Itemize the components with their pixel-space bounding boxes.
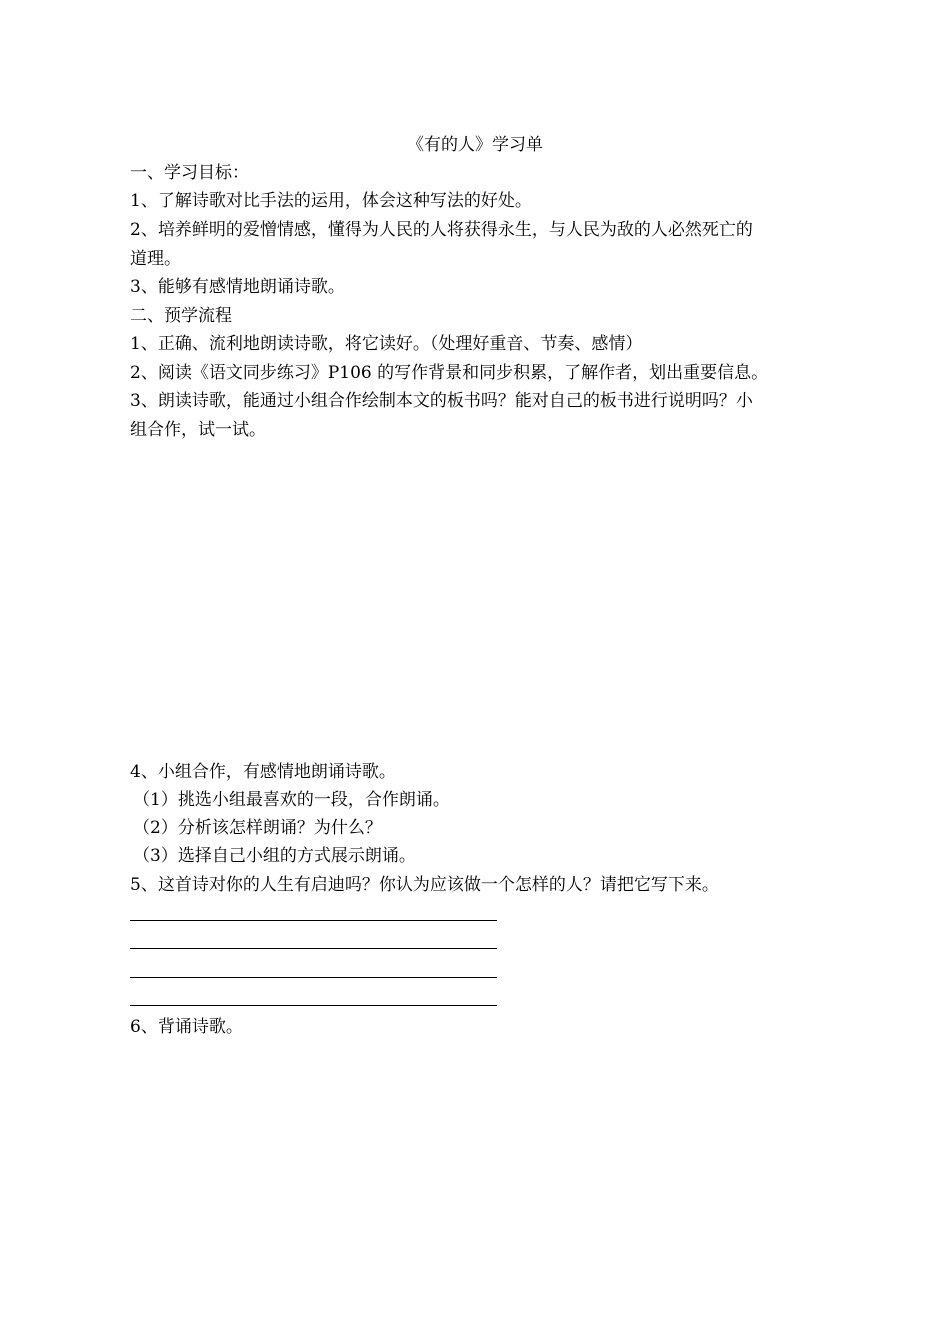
step-3: 3、朗读诗歌，能通过小组合作绘制本文的板书吗？能对自己的板书进行说明吗？小 bbox=[130, 391, 753, 411]
answer-line bbox=[130, 977, 497, 978]
step-1: 1、正确、流利地朗读诗歌，将它读好。（处理好重音、节奏、感情） bbox=[130, 334, 643, 354]
step-6: 6、背诵诗歌。 bbox=[130, 1017, 243, 1037]
step-4-sub-1: （1）挑选小组最喜欢的一段，合作朗诵。 bbox=[133, 790, 450, 810]
document-title: 《有的人》学习单 bbox=[407, 135, 543, 155]
step-4-sub-2: （2）分析该怎样朗诵？为什么？ bbox=[133, 818, 382, 838]
step-2: 2、阅读《语文同步练习》P106 的写作背景和同步积累，了解作者，划出重要信息。 bbox=[130, 363, 769, 383]
objective-2-continued: 道理。 bbox=[130, 249, 181, 269]
answer-line bbox=[130, 920, 497, 921]
step-4: 4、小组合作，有感情地朗诵诗歌。 bbox=[130, 762, 396, 782]
objective-1: 1、了解诗歌对比手法的运用，体会这种写法的好处。 bbox=[130, 191, 532, 211]
objective-3: 3、能够有感情地朗诵诗歌。 bbox=[130, 277, 345, 297]
answer-line bbox=[130, 1005, 497, 1006]
step-4-sub-3: （3）选择自己小组的方式展示朗诵。 bbox=[133, 846, 416, 866]
section-2-heading: 二、预学流程 bbox=[130, 306, 232, 326]
section-1-heading: 一、学习目标： bbox=[130, 163, 249, 183]
step-3-continued: 组合作，试一试。 bbox=[130, 420, 266, 440]
step-5: 5、这首诗对你的人生有启迪吗？你认为应该做一个怎样的人？请把它写下来。 bbox=[130, 875, 719, 895]
objective-2: 2、培养鲜明的爱憎情感，懂得为人民的人将获得永生，与人民为敌的人必然死亡的 bbox=[130, 220, 753, 240]
answer-line bbox=[130, 948, 497, 949]
